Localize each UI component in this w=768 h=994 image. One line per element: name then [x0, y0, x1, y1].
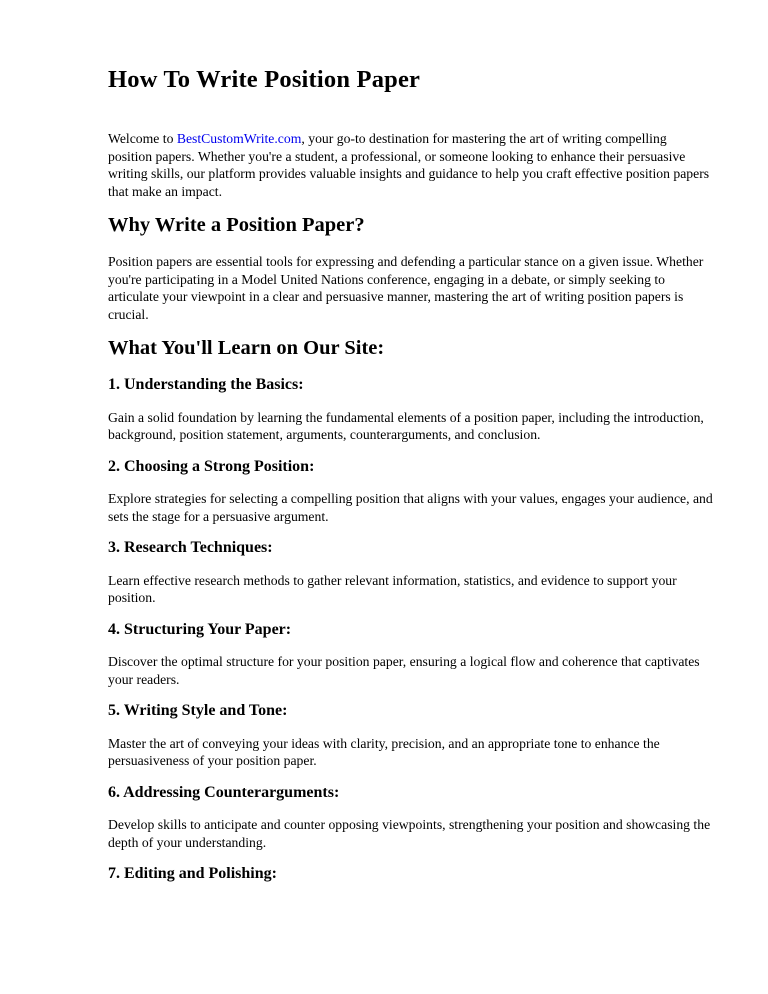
bestcustomwrite-link[interactable]: BestCustomWrite.com: [176, 131, 302, 146]
learn-item-3: [108, 539, 714, 607]
learn-item-4-heading: 4. Structuring Your Paper:: [108, 620, 292, 638]
learn-item-5-body: Master the art of conveying your ideas with clarity, precision, and an appropriate tone to enhance the persuasiveness of your position paper.: [108, 735, 660, 768]
learn-item-4-body: Discover the optimal structure for your position paper, ensuring a logical flow and coherence that captivates your readers.: [108, 654, 700, 687]
learn-item-2-body: Explore strategies for selecting a compelling position that aligns with your values, engages your audience, and sets the stage for a persuasive argument.: [108, 491, 713, 524]
learn-item-6-heading: 6. Addressing Counterarguments:: [108, 783, 340, 801]
intro-prefix: Welcome to: [108, 131, 177, 146]
learn-item-6: [108, 784, 714, 852]
learn-item-7: [108, 865, 714, 884]
page-title: How To Write Position Paper: [108, 66, 421, 93]
learn-item-5: [108, 702, 714, 770]
why-write-paragraph: Position papers are essential tools for expressing and defending a particular stance on a given issue. Whether you're participating in a Model United Nations conference, engaging in a debate, or simply seeking to articulate your viewpoint in a clear and persuasive manner, mastering the art of writing position papers is crucial.: [108, 254, 704, 322]
learn-item-5-heading: 5. Writing Style and Tone:: [108, 702, 288, 719]
learn-item-2: [108, 458, 714, 526]
learn-item-3-body: Learn effective research methods to gather relevant information, statistics, and evidence to support your position.: [108, 572, 677, 605]
learn-item-1-body: Gain a solid foundation by learning the fundamental elements of a position paper, including the introduction, background, position statement, arguments, counterarguments, and conclusion.: [108, 409, 704, 442]
section-heading-why-write: Why Write a Position Paper?: [108, 214, 365, 236]
learn-item-3-heading: 3. Research Techniques:: [108, 539, 273, 556]
document-content: [108, 65, 714, 884]
intro-suffix: , your go-to destination for mastering the art of writing compelling position papers. Whether you're a student, a professional, or someone looking to enhance their persuasive writing skills, our platform provides valuable insights and guidance to help you craft effective position papers that make an impact.: [108, 131, 710, 199]
learn-item-6-body: Develop skills to anticipate and counter opposing viewpoints, strengthening your position and showcasing the depth of your understanding.: [108, 817, 711, 850]
section-heading-what-youll-learn: What You'll Learn on Our Site:: [108, 337, 385, 359]
intro-paragraph: [108, 130, 714, 200]
learn-item-4: [108, 621, 714, 689]
learn-item-7-heading: 7. Editing and Polishing:: [108, 865, 277, 882]
learn-item-1: [108, 376, 714, 444]
learn-item-1-heading: 1. Understanding the Basics:: [108, 376, 304, 393]
learn-item-2-heading: 2. Choosing a Strong Position:: [108, 457, 315, 475]
